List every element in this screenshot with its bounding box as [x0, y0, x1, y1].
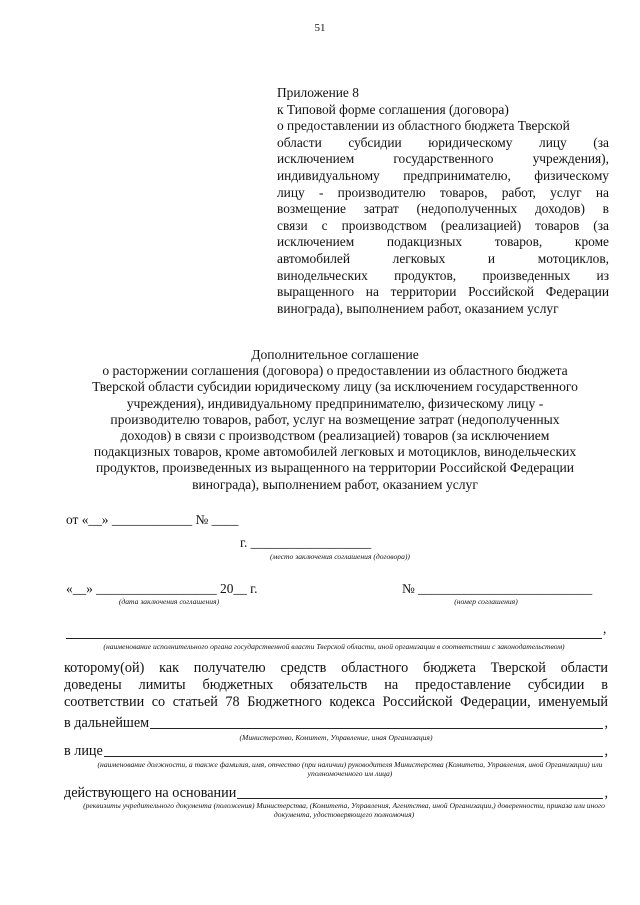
appendix-heading: [277, 85, 609, 317]
acting-basis-label: действующего на основании: [64, 785, 237, 801]
body-line: которому(ой) как получателю средств областного бюджета Тверской области: [64, 660, 608, 676]
hereinafter-label: в дальнейшем: [64, 715, 150, 731]
appendix-line: выращенного на территории Российской Федерации: [277, 284, 609, 300]
title-line: учреждения), индивидуальному предпринимателю, физическому лицу -: [126, 395, 544, 411]
body-line: доведены лимиты бюджетных обязательств на предоставление субсидии в: [64, 677, 608, 693]
appendix-line: области субсидии юридическому лицу (за: [277, 134, 609, 150]
represented-by-label: в лице: [64, 743, 103, 759]
title-line: о расторжении соглашения (договора) о предоставлении из областного бюджета: [102, 363, 568, 379]
title-line: Дополнительное соглашение: [251, 347, 419, 362]
comma: ,: [604, 743, 608, 759]
title-line: продуктов, произведенных из выращенного на территории Российской Федерации: [95, 460, 575, 476]
org-comma: ,: [603, 621, 607, 636]
appendix-line: винограда), выполнением работ, оказанием услуг: [277, 300, 559, 316]
page-number: 51: [314, 22, 326, 34]
organization-caption: (наименование исполнительного органа государственной власти Тверской области, иной организации в соответствии с законодательством): [103, 642, 565, 651]
appendix-line: лицу - производителю товаров, работ, услуг на: [277, 184, 609, 200]
hereinafter-row: [64, 715, 608, 732]
represented-by-row: [64, 743, 608, 760]
appendix-line: связи с производством (реализацией) товаров (за: [277, 217, 609, 233]
body-paragraph: [64, 660, 608, 711]
represented-by-blank: [104, 744, 604, 757]
title-line: производителю товаров, работ, услуг на возмещение затрат (недополученных: [110, 411, 560, 427]
appendix-line: к Типовой форме соглашения (договора): [277, 101, 509, 117]
place-caption: (место заключения соглашения (договора)): [270, 552, 410, 561]
appendix-line: Приложение 8: [277, 85, 359, 100]
city-line: г. __________________: [240, 535, 372, 550]
title-line: винограда), выполнением работ, оказанием услуг: [192, 476, 478, 492]
official-caption: (наименование должности, а также фамилия, имя, отчество (при наличии) руководителя Министерства (Комитета, Управления, иной Организации) или уполномоченного им лица): [97, 760, 603, 779]
agreement-date-number-line: от «__» ____________ № ____: [66, 512, 239, 527]
body-line: соответствии со статьей 78 Бюджетного кодекса Российской Федерации, именуемый: [64, 694, 608, 710]
appendix-line: исключением государственного учреждения),: [277, 151, 609, 167]
document-title: [60, 347, 610, 493]
title-line: Тверской области субсидии юридическому лицу (за исключением государственного: [92, 379, 578, 395]
requisites-caption: (реквизиты учредительного документа (положения) Министерства, (Комитета, Управления, Агентства, иной Организации,) доверенности, приказа или иного документа, удостоверяющего полномочия): [83, 801, 605, 820]
appendix-line: о предоставлении из областного бюджета Тверской: [277, 118, 570, 134]
appendix-line: возмещение затрат (недополученных доходов) в: [277, 201, 609, 217]
agreement-number-line: № __________________________: [402, 581, 593, 596]
acting-basis-row: [64, 785, 608, 802]
comma: ,: [604, 785, 608, 801]
appendix-line: автомобилей легковых и мотоциклов,: [277, 250, 609, 266]
title-line: доходов) в связи с производством (реализацией) товаров (за исключением: [120, 428, 550, 444]
appendix-line: винодельческих продуктов, произведенных из: [277, 267, 609, 283]
comma: ,: [604, 715, 608, 731]
conclusion-date-line: «__» __________________ 20__ г.: [66, 581, 258, 596]
organization-blank-line: [66, 627, 602, 639]
title-line: подакцизных товаров, кроме автомобилей легковых и мотоциклов, винодельческих: [93, 444, 577, 460]
appendix-line: индивидуальному предпринимателю, физическому: [277, 167, 609, 183]
number-caption: (номер соглашения): [454, 597, 518, 606]
appendix-line: исключением подакцизных товаров, кроме: [277, 234, 609, 250]
hereinafter-blank: [150, 716, 603, 729]
acting-basis-blank: [237, 786, 603, 799]
date-caption: (дата заключения соглашения): [118, 597, 220, 606]
ministry-caption: (Министерство, Комитет, Управление, иная Организация): [239, 733, 433, 742]
